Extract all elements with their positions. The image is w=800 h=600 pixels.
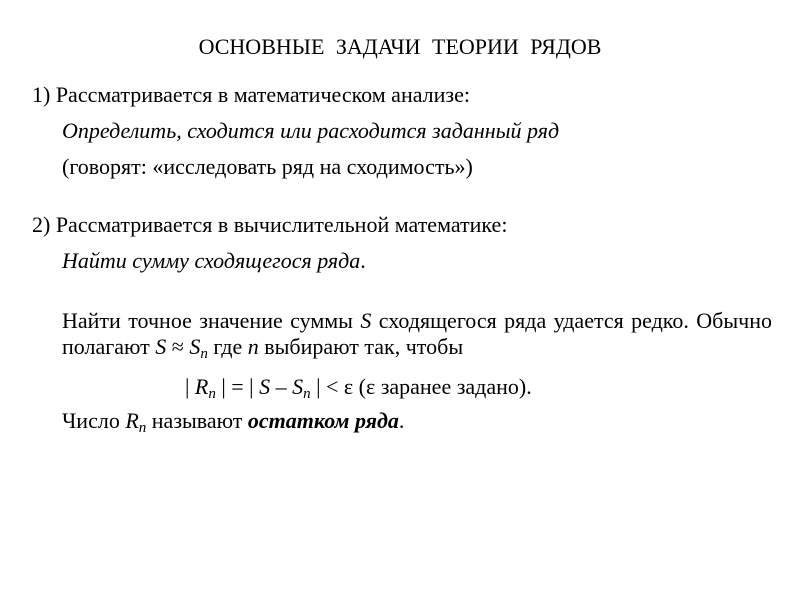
para-text-3: где bbox=[207, 334, 248, 359]
var-S: S bbox=[155, 334, 167, 359]
item1-heading: 1) Рассматривается в математическом анализе: bbox=[32, 82, 470, 107]
item2-task-end: . bbox=[360, 248, 366, 273]
para-text-1: Найти точное значение суммы bbox=[62, 308, 361, 333]
item2-task-line bbox=[62, 248, 366, 274]
item1-task: Определить, сходится или расходится заданный ряд bbox=[62, 118, 560, 143]
item2-task: Найти сумму сходящегося ряда bbox=[62, 248, 361, 273]
para-text-4: выбирают так, чтобы bbox=[258, 334, 464, 359]
var-R: R bbox=[194, 374, 209, 399]
subscript-n: n bbox=[138, 420, 147, 436]
formula-part-1: | bbox=[185, 374, 195, 399]
subscript-n: n bbox=[303, 386, 311, 402]
last-text-end: . bbox=[398, 408, 405, 433]
item1-note: (говорят: «исследовать ряд на сходимость») bbox=[62, 154, 473, 179]
subscript-n: n bbox=[208, 386, 216, 402]
var-S: S bbox=[259, 374, 271, 399]
sum-paragraph bbox=[62, 308, 772, 360]
var-R: R bbox=[125, 408, 139, 433]
remainder-formula bbox=[185, 374, 532, 400]
last-text-1: Число bbox=[62, 408, 126, 433]
var-n: n bbox=[247, 334, 259, 359]
last-text-2: называют bbox=[146, 408, 248, 433]
var-Sn: S bbox=[189, 334, 201, 359]
item2-heading: 2) Рассматривается в вычислительной математике: bbox=[32, 212, 508, 237]
slide-title: ОСНОВНЫЕ ЗАДАЧИ ТЕОРИИ РЯДОВ bbox=[198, 34, 602, 59]
remainder-definition bbox=[62, 408, 404, 434]
approx-sign: ≈ bbox=[166, 334, 190, 359]
subscript-n: n bbox=[200, 346, 208, 362]
term-remainder: остатком ряда bbox=[247, 408, 399, 433]
formula-part-4: | < ε (ε заранее задано). bbox=[310, 374, 532, 399]
formula-part-2: | = | bbox=[215, 374, 260, 399]
para-text-2: сходящегося ряда удается редко. Обычно полагают bbox=[62, 308, 772, 359]
formula-part-3: – bbox=[270, 374, 293, 399]
var-S: S bbox=[292, 374, 304, 399]
var-S: S bbox=[360, 308, 372, 333]
